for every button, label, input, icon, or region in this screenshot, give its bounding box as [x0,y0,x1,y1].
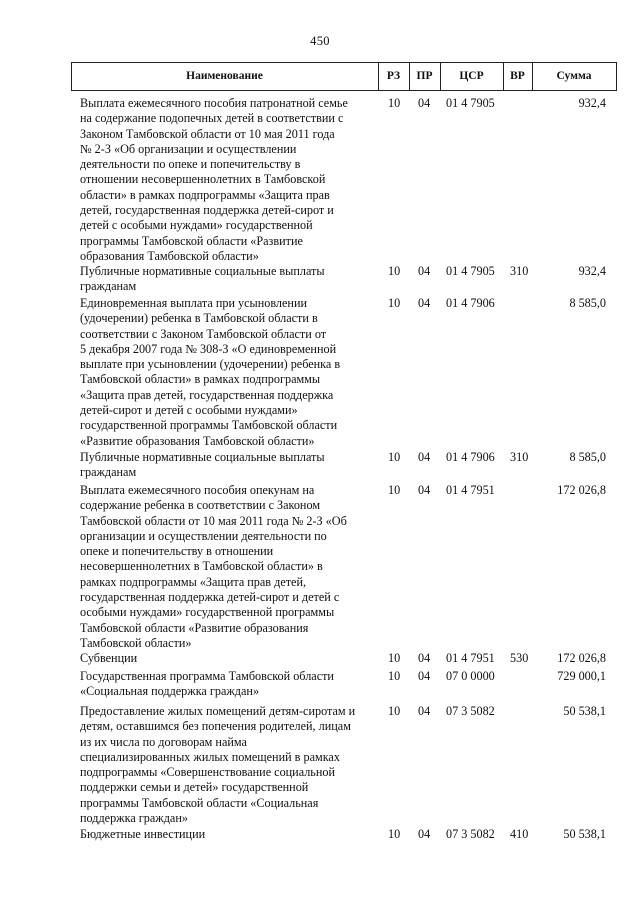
row-name-line: опеке и попечительству в отношении [80,544,274,559]
row-csr: 01 4 7906 [446,296,495,310]
row-vr: 530 [510,651,529,665]
row-pr: 04 [418,96,431,110]
row-name [80,296,378,449]
row-name-line: деятельности по опеке и попечительству в [80,157,301,172]
row-pr: 04 [418,296,431,310]
row-name-line: поддержка граждан» [80,811,188,826]
row-name-line: гражданам [80,279,137,294]
row-rz: 10 [388,96,401,110]
row-name-line: Субвенции [80,651,138,665]
row-pr: 04 [418,669,431,683]
row-name-line: «Защита прав детей, государственная поддержка [80,387,334,402]
row-rz: 10 [388,483,401,497]
row-name-line: «Развитие образования Тамбовской области» [80,433,315,448]
row-name-line: Бюджетные инвестиции [80,827,206,841]
row-name-line: Тамбовской области» [80,635,192,650]
row-name-line: на содержание подопечных детей в соответствии с [80,111,344,126]
row-name-line: государственная поддержка детей-сирот и детей с [80,590,340,605]
row-name-line: Публичные нормативные социальные выплаты [80,264,325,278]
row-name-line: № 2-З «Об организации и осуществлении [80,141,297,156]
row-rz: 10 [388,264,401,278]
table-header [71,62,617,91]
row-sum: 172 026,8 [557,651,606,665]
row-name-line: программы Тамбовской области «Социальная [80,795,319,810]
row-rz: 10 [388,827,401,841]
row-vr: 310 [510,450,529,464]
row-name-line: Предоставление жилых помещений детям-сиротам и [80,704,356,718]
row-name-line: «Социальная поддержка граждан» [80,684,260,699]
row-csr: 01 4 7905 [446,96,495,110]
row-name-line: Единовременная выплата при усыновлении [80,296,307,310]
row-rz: 10 [388,669,401,683]
row-name-line: гражданам [80,465,137,480]
row-csr: 07 3 5082 [446,704,495,718]
row-name-line: (удочерении) ребенка в Тамбовской области в [80,311,318,326]
row-name-line: государственной программы Тамбовской области [80,418,338,433]
row-name [80,264,378,295]
row-sum: 172 026,8 [557,483,606,497]
row-pr: 04 [418,651,431,665]
row-vr: 310 [510,264,529,278]
header-csr: ЦСР [459,70,484,82]
row-sum: 932,4 [578,264,606,278]
row-csr: 01 4 7905 [446,264,495,278]
row-sum: 8 585,0 [569,296,606,310]
row-name-line: детей с особыми нуждами» государственной [80,218,313,233]
header-sum: Сумма [556,70,592,82]
row-name [80,450,378,481]
row-name [80,651,378,666]
row-csr: 07 3 5082 [446,827,495,841]
row-name-line: области» в рамках подпрограммы «Защита прав [80,187,330,202]
header-rz: РЗ [386,70,401,82]
row-csr: 01 4 7951 [446,483,495,497]
row-pr: 04 [418,450,431,464]
row-name-line: 5 декабря 2007 года № 308-З «О единовременной [80,341,337,356]
row-name-line: образования Тамбовской области» [80,248,259,263]
row-name [80,704,378,826]
row-name-line: Публичные нормативные социальные выплаты [80,450,325,464]
row-name-line: особыми нуждами» государственной программы [80,605,335,620]
row-rz: 10 [388,296,401,310]
row-name-line: специализированных жилых помещений в рамках [80,749,340,764]
header-pr: ПР [416,70,433,82]
row-name-line: организации и осуществлении деятельности по [80,528,327,543]
row-name [80,669,378,700]
row-name-line: Тамбовской области» в рамках подпрограммы [80,372,321,387]
row-name-line: из их числа по договорам найма [80,734,247,749]
row-name [80,827,378,842]
row-name-line: Выплата ежемесячного пособия опекунам на [80,483,315,497]
page-number: 450 [310,34,330,48]
row-csr: 07 0 0000 [446,669,495,683]
row-sum: 8 585,0 [569,450,606,464]
row-name-line: подпрограммы «Совершенствование социальной [80,765,336,780]
row-name [80,483,378,651]
row-name-line: Государственная программа Тамбовской области [80,669,334,683]
row-name-line: программы Тамбовской области «Развитие [80,233,303,248]
row-pr: 04 [418,704,431,718]
row-name-line: детям, оставшимся без попечения родителей, лицам [80,719,351,734]
row-name-line: отношении несовершеннолетних в Тамбовской [80,172,326,187]
row-name-line: поддержки семьи и детей» государственной [80,780,309,795]
header-vr: ВР [510,70,525,82]
row-pr: 04 [418,483,431,497]
row-name-line: выплате при усыновлении (удочерении) ребенка в [80,357,341,372]
row-name-line: Выплата ежемесячного пособия патронатной семье [80,96,348,110]
row-pr: 04 [418,264,431,278]
row-vr: 410 [510,827,529,841]
row-name-line: содержание ребенка в соответствии с Законом [80,498,321,513]
row-name-line: Тамбовской области от 10 мая 2011 года № 2-З «Об [80,513,347,528]
row-sum: 729 000,1 [557,669,606,683]
row-name-line: соответствии с Законом Тамбовской области от [80,326,327,341]
header-name: Наименование [186,70,263,82]
row-sum: 50 538,1 [563,704,606,718]
row-csr: 01 4 7951 [446,651,495,665]
row-name-line: детей, государственная поддержка детей-сирот и [80,203,334,218]
row-name-line: детей-сирот и детей с особыми нуждами» [80,403,298,418]
row-name-line: Тамбовской области «Развитие образования [80,620,309,635]
row-name [80,96,378,264]
row-csr: 01 4 7906 [446,450,495,464]
row-name-line: рамках подпрограммы «Защита прав детей, [80,574,307,589]
row-sum: 50 538,1 [563,827,606,841]
row-name-line: несовершеннолетних в Тамбовской области» в [80,559,323,574]
row-rz: 10 [388,450,401,464]
row-sum: 932,4 [578,96,606,110]
row-rz: 10 [388,651,401,665]
row-name-line: Законом Тамбовской области от 10 мая 2011 года [80,126,335,141]
row-pr: 04 [418,827,431,841]
row-rz: 10 [388,704,401,718]
